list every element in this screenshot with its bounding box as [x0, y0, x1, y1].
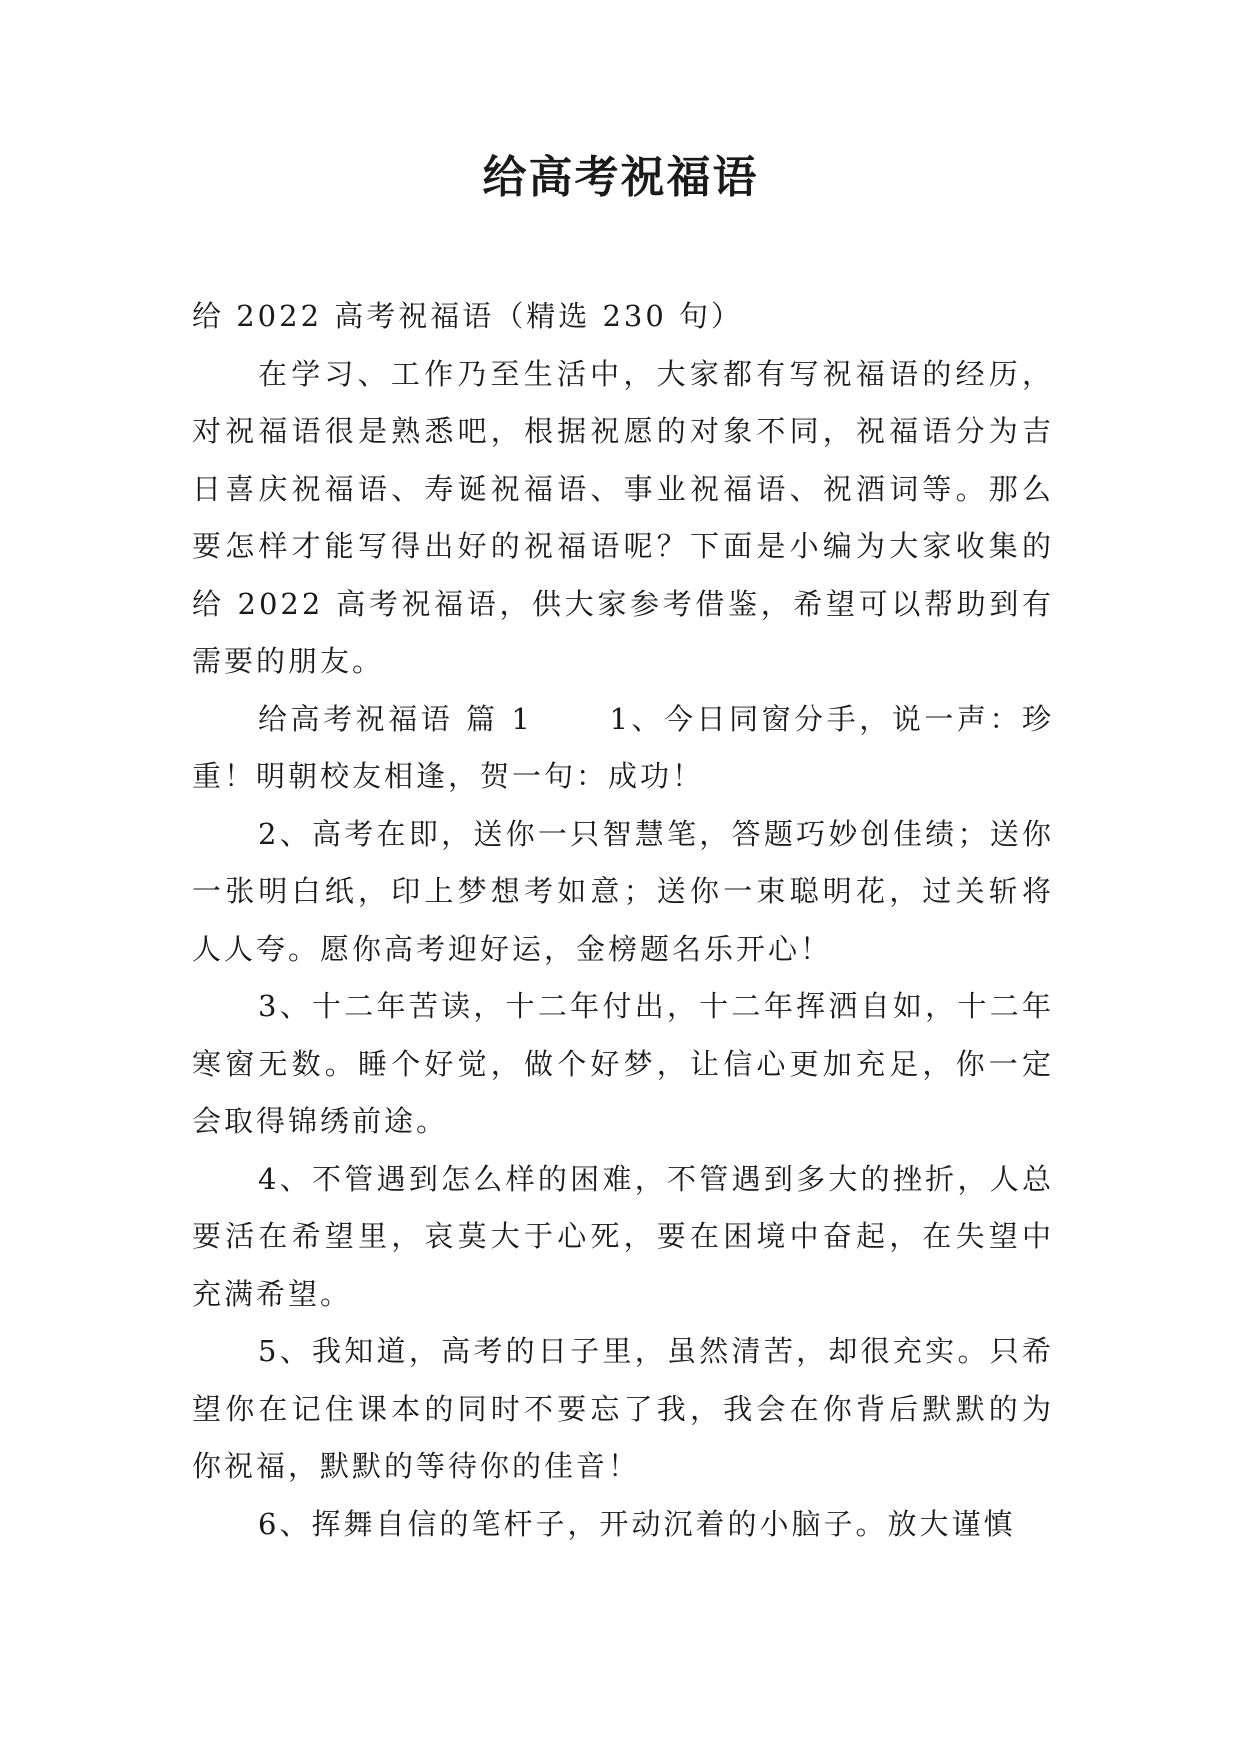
list-item: 6、挥舞自信的笔杆子，开动沉着的小脑子。放大谨慎	[258, 1506, 1016, 1541]
document-subtitle: 给 2022 高考祝福语（精选 230 句）	[192, 299, 744, 333]
list-item: 4、不管遇到怎么样的困难，不管遇到多大的挫折，人总要活在希望里，哀莫大于心死，要在困境中奋起，在失望中充满希望。	[192, 1161, 1054, 1311]
list-item: 5、我知道，高考的日子里，虽然清苦，却很充实。只希望你在记住课本的同时不要忘了我，我会在你背后默默的为你祝福，默默的等待你的佳音！	[192, 1334, 1054, 1483]
document-title: 给高考祝福语	[482, 152, 759, 203]
section-1-first-paragraph	[192, 691, 1054, 806]
list-item: 3、十二年苦读，十二年付出，十二年挥洒自如，十二年寒窗无数。睡个好觉，做个好梦，让信心更加充足，你一定会取得锦绣前途。	[192, 989, 1054, 1138]
list-item: 1、今日同窗分手，说一声：珍重！明朝校友相逢，贺一句：成功！	[192, 701, 1055, 793]
section-heading: 给高考祝福语 篇 1	[258, 701, 533, 736]
document-body	[192, 288, 1054, 1553]
intro-paragraph: 在学习、工作乃至生活中，大家都有写祝福语的经历，对祝福语很是熟悉吧，根据祝愿的对象不同，祝福语分为吉日喜庆祝福语、寿诞祝福语、事业祝福语、祝酒词等。那么要怎样才能写得出好的祝福语呢？下面是小编为大家收集的给 2022 高考祝福语，供大家参考借鉴，希望可以帮助到有需要的朋友。	[192, 356, 1054, 678]
list-item: 2、高考在即，送你一只智慧笔，答题巧妙创佳绩；送你一张明白纸，印上梦想考如意；送你一束聪明花，过关斩将人人夸。愿你高考迎好运，金榜题名乐开心！	[192, 816, 1054, 966]
